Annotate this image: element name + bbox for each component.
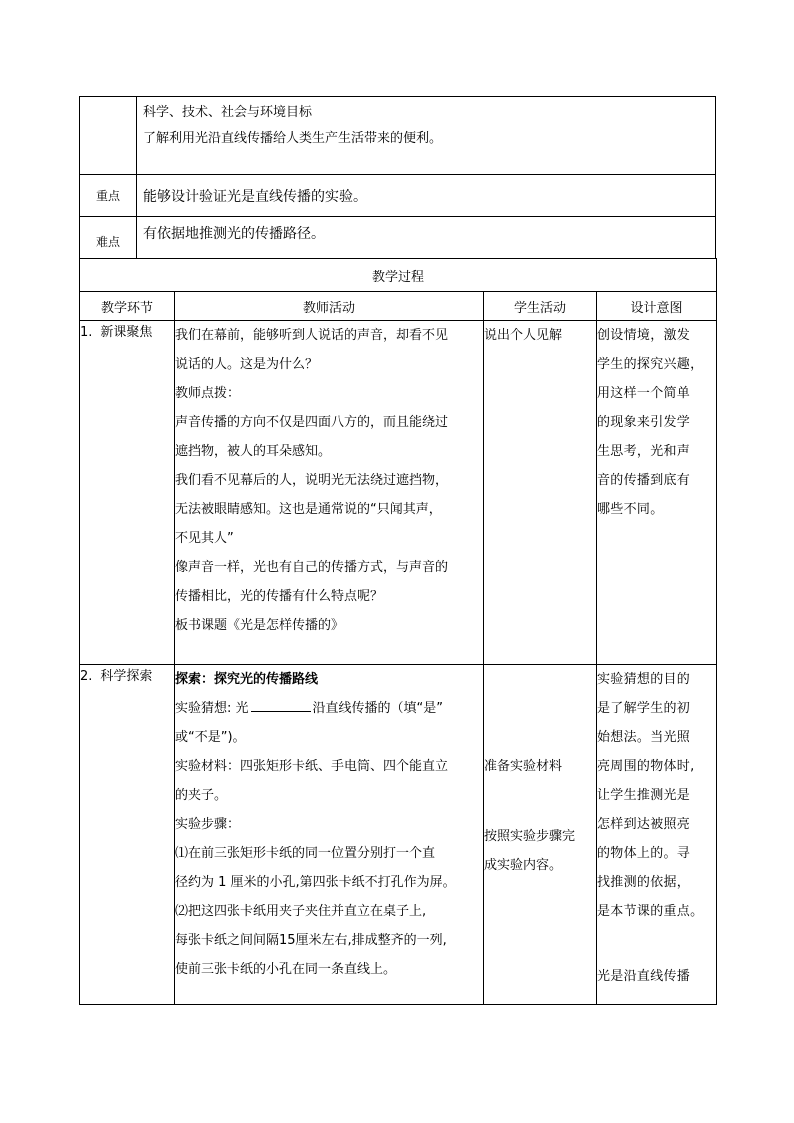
goals-label-cell <box>80 97 137 175</box>
teacher-line: 每张卡纸之间间隔15厘米左右,排成整齐的一列, <box>175 933 447 948</box>
teacher-line: 不见其人” <box>175 531 234 546</box>
stage-number: 1. <box>80 325 93 340</box>
intent-line: 光是沿直线传播 <box>597 969 691 984</box>
process-header-row <box>80 292 717 321</box>
intent-line: 学生的探究兴趣， <box>597 357 704 372</box>
student-activity-1 <box>484 321 597 665</box>
goals-table <box>79 96 716 259</box>
header-student: 学生活动 <box>484 292 597 321</box>
process-title: 教学过程 <box>80 259 717 292</box>
teacher-line: 教师点拨： <box>175 386 241 401</box>
teacher-line: 使前三张卡纸的小孔在同一条直线上。 <box>175 962 397 977</box>
key-point-label: 重点 <box>80 175 137 217</box>
intent-line: 创设情境，激发 <box>597 328 691 343</box>
teacher-line: 遮挡物，被人的耳朵感知。 <box>175 444 332 459</box>
intent-line: 是本节课的重点。 <box>597 904 704 919</box>
student-line: 按照实验步骤完 <box>484 829 576 844</box>
intent-line: 生思考，光和声 <box>597 444 691 459</box>
guess-suffix: 沿直线传播的（填“是” <box>312 701 443 716</box>
student-activity-2 <box>484 665 597 1005</box>
teacher-line: 声音传播的方向不仅是四面八方的，而且能绕过 <box>175 415 449 430</box>
header-teacher: 教师活动 <box>175 292 484 321</box>
teacher-line: 板书课题《光是怎样传播的》 <box>175 618 345 633</box>
header-intent: 设计意图 <box>597 292 717 321</box>
teacher-activity-1 <box>175 321 484 665</box>
stage-cell-1 <box>80 321 175 665</box>
difficult-point-label: 难点 <box>80 217 137 259</box>
intent-line: 用这样一个简单 <box>597 386 691 401</box>
process-table <box>79 258 717 1005</box>
fill-blank <box>251 697 311 712</box>
teacher-line: 无法被眼睛感知。这也是通常说的“只闻其声， <box>175 502 442 517</box>
teacher-line: 实验材料：四张矩形卡纸、手电筒、四个能直立 <box>175 759 449 774</box>
teacher-line: 传播相比，光的传播有什么特点呢？ <box>175 589 384 604</box>
teacher-line: ⑵把这四张卡纸用夹子夹住并直立在桌子上, <box>175 904 427 919</box>
stage-cell-2 <box>80 665 175 1005</box>
header-stage: 教学环节 <box>80 292 175 321</box>
intent-line: 哪些不同。 <box>597 502 664 517</box>
goals-cell <box>137 97 716 175</box>
teacher-line: 径约为 1 厘米的小孔,第四张卡纸不打孔作为屏。 <box>175 875 456 890</box>
student-line: 成实验内容。 <box>484 858 563 873</box>
teacher-line: 我们看不见幕后的人，说明光无法绕过遮挡物， <box>175 473 449 488</box>
teacher-line: 像声音一样，光也有自己的传播方式，与声音的 <box>175 560 449 575</box>
goals-row <box>80 97 716 175</box>
intent-line: 的物体上的。寻 <box>597 846 691 861</box>
goals-section-title: 科学、技术、社会与环境目标 <box>143 104 313 120</box>
student-line: 说出个人见解 <box>484 328 563 343</box>
intent-line: 实验猜想的目的 <box>597 672 691 687</box>
exploration-heading: 探索：探究光的传播路线 <box>175 672 319 687</box>
process-row-1 <box>80 321 717 665</box>
stage-name: 科学探索 <box>100 669 153 684</box>
intent-line: 的现象来引发学 <box>597 415 691 430</box>
teacher-line: 我们在幕前，能够听到人说话的声音，却看不见 <box>175 328 449 343</box>
guess-line <box>175 694 483 723</box>
guess-prefix: 实验猜想: 光 <box>175 701 249 716</box>
stage-number: 2. <box>80 669 93 684</box>
intent-line: 怎样到达被照亮 <box>597 817 691 832</box>
design-intent-2 <box>597 665 717 1005</box>
intent-line: 亮周围的物体时, <box>597 759 695 774</box>
intent-line: 找推测的依据， <box>597 875 691 890</box>
teacher-line: 说话的人。这是为什么？ <box>175 357 319 372</box>
process-title-row <box>80 259 717 292</box>
process-row-2 <box>80 665 717 1005</box>
key-point-row <box>80 175 716 217</box>
design-intent-1 <box>597 321 717 665</box>
stage-name: 新课聚焦 <box>100 325 153 340</box>
intent-line: 是了解学生的初 <box>597 701 691 716</box>
student-line: 准备实验材料 <box>484 759 563 774</box>
goals-section-text: 了解利用光沿直线传播给人类生产生活带来的便利。 <box>143 130 443 146</box>
intent-line: 让学生推测光是 <box>597 788 691 803</box>
intent-line: 音的传播到底有 <box>597 473 691 488</box>
difficult-point-row <box>80 217 716 259</box>
teacher-line: 或“不是”)。 <box>175 730 246 745</box>
teacher-line: 的夹子。 <box>175 788 228 803</box>
key-point-text: 能够设计验证光是直线传播的实验。 <box>137 175 716 217</box>
difficult-point-text: 有依据地推测光的传播路径。 <box>137 217 716 259</box>
teacher-activity-2 <box>175 665 484 1005</box>
intent-line: 始想法。当光照 <box>597 730 691 745</box>
teacher-line: 实验步骤： <box>175 817 241 832</box>
teacher-line: ⑴在前三张矩形卡纸的同一位置分别打一个直 <box>175 846 436 861</box>
